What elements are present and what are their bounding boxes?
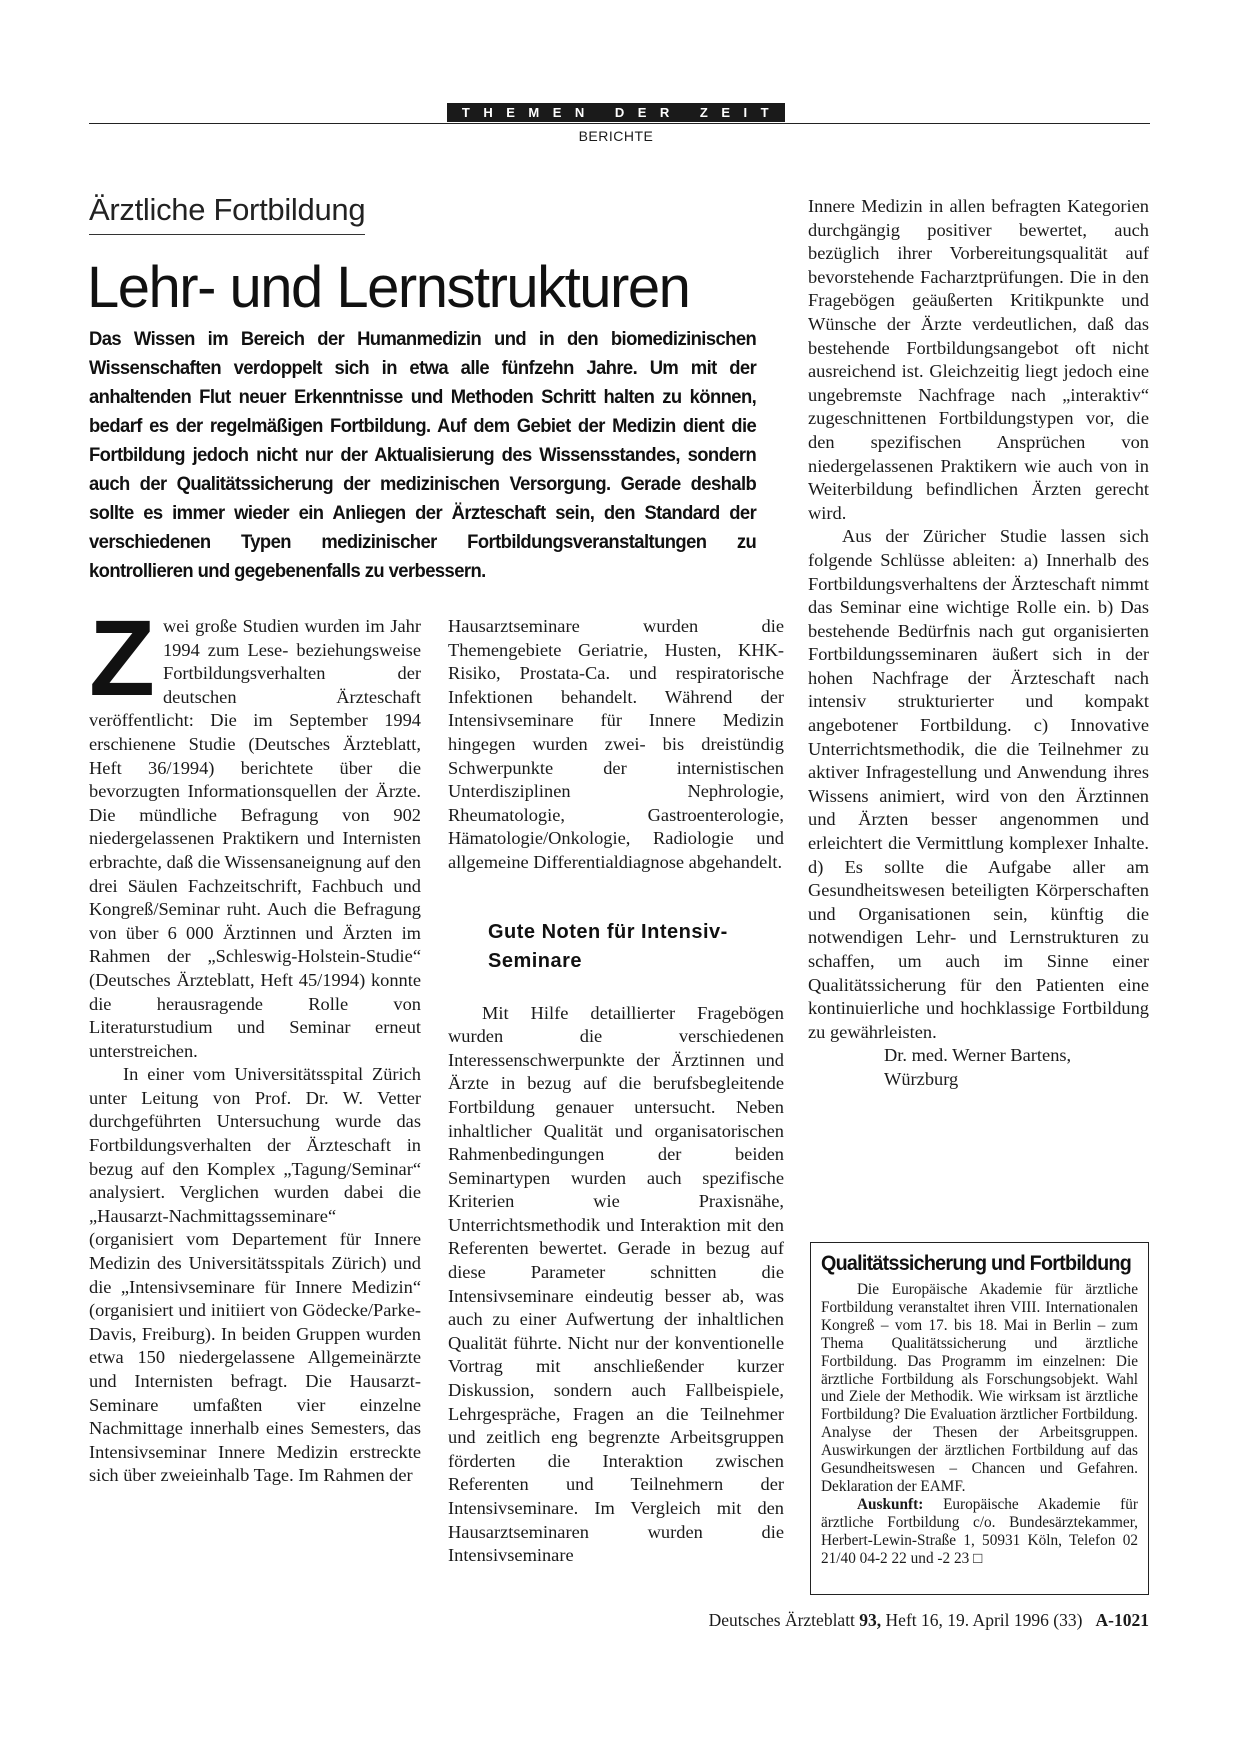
subheading: Gute Noten für Intensiv-Seminare — [488, 920, 728, 972]
article-title: Lehr- und Lernstrukturen — [87, 255, 690, 320]
article-kicker: Ärztliche Fortbildung — [89, 190, 365, 235]
paragraph-1-text: wei große Studien wurden im Jahr 1994 zum Lese- beziehungsweise Fortbildungsverhalten der deutschen Ärzteschaft veröffentlicht: Die im September 1994 erschienene Studie (Deutsches Ärzteblatt, Heft 36/1994) berichtete über die bevorzugten Informationsquellen der Ärzte. Die mündliche Befragung von 902 niedergelassenen Praktikern und Internisten erbrachte, daß die Wissensaneignung auf den drei Säulen Fachzeitschrift, Fachbuch und Kongreß/Seminar ruht. Auch die Befragung von über 6 000 Ärztinnen und Ärzten im Rahmen der „Schleswig-Holstein-Studie“ (Deutsches Ärzteblatt, Heft 45/1994) konnte die herausragende Rolle von Literaturstudium und Seminar erneut unterstreichen. — [89, 616, 421, 1061]
paragraph-4: Aus der Züricher Studie lassen sich folgende Schlüsse ableiten: a) Innerhalb des Fortbildungsverhaltens der Ärzteschaft nimmt das Seminar eine wichtige Rolle ein. b) Das bestehende Bedürfnis nach gut organisierten Fortbildungsseminaren äußert sich in der hohen Nachfrage der Ärzteschaft nach intensiv strukturierter und kompakt angebotener Fortbildung. c) Innovative Unterrichtsmethodik, die die Teilnehmer zu aktiver Infragestellung und Anwendung ihres Wissens animiert, wird von den Ärztinnen und Ärzten besser angenommen und erleichtert die Vermittlung komplexer Inhalte. d) Es sollte die Aufgabe aller am Gesundheitswesen beteiligten Körperschaften und Organisationen sein, künftig die notwendigen Lehr- und Lernstrukturen zu schaffen, um auch im Sinne einer Qualitätssicherung für den Patienten eine kontinuierliche und hochklassige Fortbildung zu gewährleisten. — [808, 526, 1149, 1042]
paragraph-3: Mit Hilfe detaillierter Fragebögen wurden die verschiedenen Interessenschwerpunkte der Ärztinnen und Ärzte in bezug auf die berufsbegleitende Fortbildung genauer untersucht. Neben inhaltlicher Qualität und organisatorischen Rahmenbedingungen der beiden Seminartypen wurden auch spezifische Kriterien wie Praxisnähe, Unterrichtsmethodik und Interaktion mit den Referenten bewertet. Gerade in bezug auf diese Parameter schnitten die Intensivseminare eindeutig besser ab, was auch zu einer Aufwertung der inhaltlichen Qualität führte. Nicht nur der konventionelle Vortrag mit anschließender kurzer Diskussion, sondern auch Fallbeispiele, Lehrgespräche, Fragen an die Teilnehmer und zeitlich eng begrenzte Arbeitsgruppen förderten die Interaktion zwischen Referenten und Teilnehmern der Intensivseminare. Im Vergleich mit den Hausarztseminaren wurden die Intensivseminare — [448, 1002, 784, 1566]
header-rule — [89, 123, 1150, 124]
subsection-label: BERICHTE — [578, 128, 654, 144]
page-footer — [709, 1610, 1149, 1631]
footer-journal: Deutsches Ärzteblatt — [708, 1610, 855, 1630]
paragraph-2: In einer vom Universitätsspital Zürich unter Leitung von Prof. Dr. W. Vetter durchgeführten Untersuchung wurde das Fortbildungsverhalten der Ärzteschaft in bezug auf den Komplex „Tagung/Seminar“ analysiert. Verglichen wurden dabei die „Hausarzt-Nachmittagsseminare“ (organisiert vom Departement für Innere Medizin des Universitätsspitals Zürich) und die „Intensivseminare für Innere Medizin“ (organisiert und initiiert von Gödecke/Parke-Davis, Freiburg). In beiden Gruppen wurden etwa 150 niedergelassene Allgemeinärzte und Internisten befragt. Die Hausarzt-Seminare umfaßten vier einzelne Nachmittage innerhalb eines Semesters, das Intensivseminar Innere Medizin erstreckte sich über zweieinhalb Tage. Im Rahmen der — [89, 1064, 421, 1486]
column-1 — [89, 597, 421, 1488]
info-box — [810, 1242, 1149, 1595]
paragraph-3-continued: Innere Medizin in allen befragten Kategorien durchgängig positiver bewertet, auch bezüglich ihrer Vorbereitungsqualität auf bevorstehende Facharztprüfungen. Die in den Fragebögen geäußerten Kritikpunkte und Wünsche der Ärzte verdeutlichen, daß das bestehende Fortbildungsangebot oft nicht ausreichend ist. Gleichzeitig liegt jedoch eine ungebremste Nachfrage nach „interaktiv“ zugeschnittenen Fortbildungstypen vor, die den spezifischen Ansprüchen von niedergelassenen Praktikern wie auch von in Weiterbildung befindlichen Ärzten gerecht wird. — [808, 196, 1149, 523]
paragraph-1 — [89, 597, 421, 1063]
info-box-title: Qualitätssicherung und Fortbildung — [821, 1252, 1132, 1275]
column-2 — [448, 615, 784, 1568]
drop-cap: Z — [89, 597, 155, 718]
info-box-body — [821, 1281, 1138, 1568]
paragraph-2-continued: Hausarztseminare wurden die Themengebiete Geriatrie, Husten, KHK-Risiko, Prostata-Ca. und respiratorische Infektionen behandelt. Während der Intensivseminare für Innere Medizin hingegen wurden zwei- bis dreistündig Schwerpunkte der internistischen Unterdisziplinen Nephrologie, Rheumatologie, Gastroenterologie, Hämatologie/Onkologie, Radiologie und allgemeine Differentialdiagnose abgehandelt. — [448, 616, 784, 872]
info-box-contact-text: Europäische Akademie für ärztliche Fortbildung c/o. Bundesärztekammer, Herbert-Lewin-Straße 1, 50931 Köln, Telefon 02 21/40 04-2 22 und -2 23 □ — [821, 1495, 1139, 1567]
column-3 — [808, 195, 1149, 1092]
section-label: THEMEN DER ZEIT — [447, 103, 785, 122]
info-box-contact — [821, 1496, 1138, 1568]
info-box-text: Die Europäische Akademie für ärztliche Fortbildung veranstaltet ihren VIII. Internationalen Kongreß – vom 17. bis 18. Mai in Berlin – zum Thema Qualitätssicherung und ärztliche Fortbildung. Das Programm im einzelnen: Die ärztliche Fortbildung als Forschungsobjekt. Wahl und Ziele der Methodik. Wie wirksam ist ärztliche Fortbildung? Die Evaluation ärztlicher Fortbildung. Analyse der Thesen der Arbeitsgruppen. Auswirkungen der ärztlichen Fortbildung auf das Gesundheitswesen – Chancen und Gefahren. Deklaration der EAMF. — [821, 1281, 1138, 1495]
article-lead: Das Wissen im Bereich der Humanmedizin und in den biomedizinischen Wissenschaften verdoppelt sich in etwa alle fünfzehn Jahre. Um mit der anhaltenden Flut neuer Erkenntnisse und Methoden Schritt halten zu können, bedarf es der regelmäßigen Fortbildung. Auf dem Gebiet der Medizin dient die Fortbildung jedoch nicht nur der Aktualisierung des Wissensstandes, sondern auch der Qualitätssicherung der medizinischen Versorgung. Gerade deshalb sollte es immer wieder ein Anliegen der Ärzteschaft sein, den Standard der verschiedenen Typen medizinischer Fortbildungsveranstaltungen zu kontrollieren und gegebenenfalls zu verbessern. — [89, 329, 757, 582]
footer-page-number: A-1021 — [1095, 1610, 1149, 1630]
info-box-contact-label: Auskunft: — [857, 1495, 924, 1513]
author-city: Würzburg — [884, 1068, 959, 1089]
author-name: Dr. med. Werner Bartens, — [884, 1045, 1072, 1066]
footer-issue: Heft 16, 19. April 1996 (33) — [885, 1610, 1083, 1630]
footer-volume: 93, — [859, 1610, 882, 1630]
